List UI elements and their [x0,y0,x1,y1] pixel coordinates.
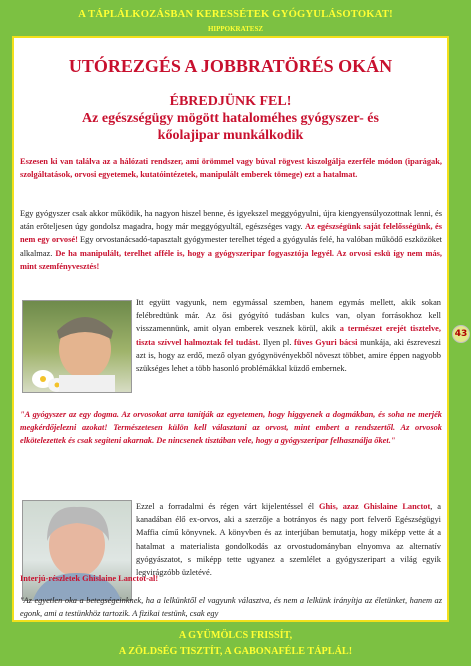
photo-herbalist-image [23,301,131,392]
page-content [12,36,449,622]
top-banner [0,0,471,36]
paragraph-2-b: a természet erejét tisztelve, tiszta szívvel halmoztak fel tudást. [136,324,441,347]
footer-line-1: A GYÜMÖLCS FRISSÍT, [178,630,293,641]
page-number-badge: 43 [452,325,470,343]
interview-text: "Az egyetlen oka a betegségeinknek, ha a lelkünktől el vagyunk választva, és nem a lelkünk irányítja az életünket, hanem az egonk, ami a testünkhöz tartozik. A fizikai testünk, csak egy [20,596,442,619]
footer-line-2: A ZÖLDSÉG TISZTÍT, A GABONAFÉLE TÁPLÁL! [118,646,353,657]
paragraph-3 [136,500,441,579]
paragraph-1-b: Az egészségünk saját felelősségünk, és nem egy orvosé! [20,222,442,245]
paragraph-2-e: munkája, aki észreveszi azt is, hogy az erdő, mező olyan gyógynövényekből növeszt többet, amire éppen nagyobb szükséges lehet a több hasonló problémákkal küzdő embernek. [136,337,441,374]
paragraph-2-c: Ilyen pl. [260,337,295,347]
header-subtitle: HIPPOKRATESZ [207,25,264,33]
paragraph-1 [20,207,442,273]
article-subheadline: ÉBREDJÜNK FEL! [169,94,292,109]
photo-lanctot-image [23,501,131,600]
paragraph-3-c: , a kanadában élő ex-orvos, aki a szerzője a botrányos és nagy port felverő Egészségügyi Maffia című könyvnek. A könyvben és az interjúban bemutatja, hogy miképp vette át a hatalmat a materialista gondolkodás az orvostudományban elnyomva az alternatív gyógyászatot, s miképp tette ugyanez a szemlélet a gyógyszeripart a világ egyik legvirágzóbb üzletévé. [136,502,441,578]
article-headline: UTÓREZGÉS A JOBBRATÖRÉS OKÁN [68,56,393,76]
interview-title: Interjú-részletek Ghislaine Lanctot-al! [20,574,159,583]
quote-1: "A gyógyszer az egy dogma. Az orvosokat arra tanítják az egyetemen, hogy higgyenek a dogmákban, és soha ne merjék megkérdőjelezni azokat! Természetesen külön kell választani az orvost, mint embert a rendszertől. Az orvosok elkötelezettek és csak segíteni akarnak. De nincsenek tisztában vele, hogy a gyógyszeripar felhasználja őket." [20,410,442,446]
paragraph-2 [136,296,441,375]
paragraph-3-a: Ezzel a forradalmi és régen várt kijelentéssel él [136,502,319,511]
article-subheadline-2: Az egészségügy mögött hataloméhes gyógyszer- és kőolajipar munkálkodik [82,111,379,143]
header-title: A TÁPLÁLKOZÁSBAN KERESSÉTEK GYÓGYULÁSOTOKAT! [78,9,393,20]
paragraph-1-a: Egy gyógyszer csak akkor működik, ha nagyon hiszel benne, és igyekszel meggyógyulni, újra kiengyensúlyozottnak lenni, és atán erőteljesen úgy gondolsz magadra, hogy már meggyógyultál, egészséges vagy. [20,209,442,232]
paragraph-1-d: De ha manipulált, terelhet afféle is, hogy a gyógyszeripar fogyasztója legyél. Az orvosi eskü így nem más, mint szemfényvesztés! [20,248,442,271]
photo-herbalist [22,300,132,393]
article-intro: Eszesen ki van találva az a hálózati rendszer, ami örömmel vagy búval rögvest kiszolgálja ezerféle módon (iparágak, szolgáltatások, orvosi egyetemek, kutatóintézetek, manipulált emberek tömege) ezt a hatalmat. [20,157,442,179]
photo-lanctot [22,500,132,601]
paragraph-2-a: Itt együtt vagyunk, nem egymással szemben, hanem egymás mellett, akik sokan felébredtünk már. Az ősi gyógyító tudásban kulcs van, olyan forrásokhoz kell visszamennünk, amit olyan emberek vesznek körül, akik [136,298,441,334]
paragraph-1-c: Egy orvostanácsadó-tapasztalt gyógymester terelhet téged a gyógyulás felé, ha valóban működő eszközöket alkalmaz. [20,235,442,258]
paragraph-3-b: Ghis, azaz Ghislaine Lanctot [318,502,431,511]
paragraph-2-d: füves Gyuri bácsi [294,337,358,347]
